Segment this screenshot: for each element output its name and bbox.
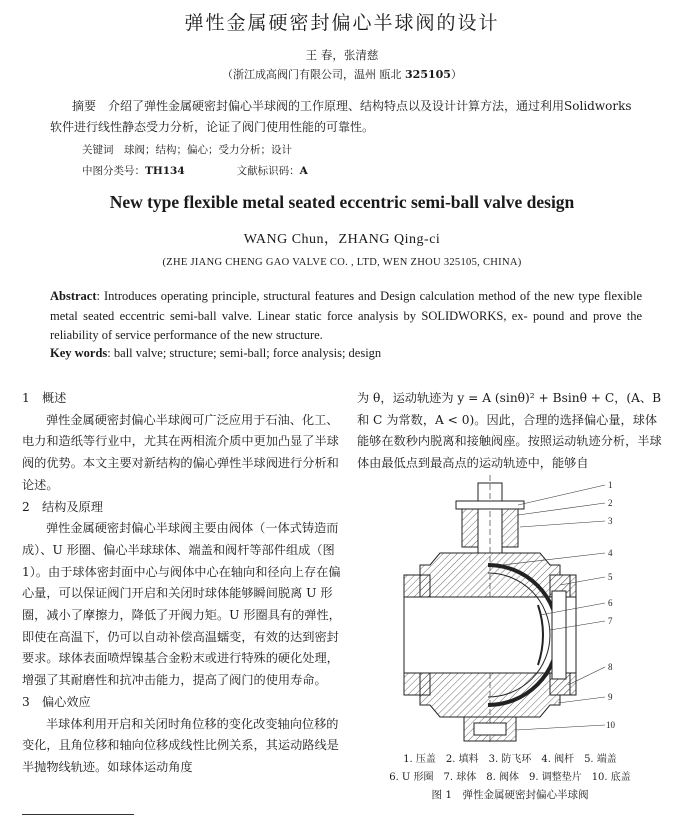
paper-title-en: New type flexible metal seated eccentric semi-ball valve design (109, 192, 575, 212)
keywords-en-label: Key words (50, 346, 108, 360)
affiliation-cn-zip: 325105 (405, 68, 451, 81)
affiliation-cn (0, 66, 684, 82)
right-paragraph: 为 θ，运动轨迹为 y = A (sinθ)² + Bsinθ + C，(A、B 和 C 为常数，A < 0)。因此，合理的选择偏心量，球体能够在数秒内脱离和接触阀座。按照运动轨迹分析，半球体由最低点到最高点的运动轨迹中，能够自 (357, 391, 662, 471)
authors-cn: 王 春，张清慈 (305, 48, 379, 62)
figure-legend-line-1: 1. 压盖 2. 填料 3. 防飞环 4. 阀杆 5. 端盖 (403, 754, 617, 765)
callout-9: 9 (608, 692, 613, 702)
abstract-en (50, 287, 642, 346)
affiliation-cn-post: ） (450, 68, 462, 81)
abstract-cn-label: 摘要 (72, 99, 97, 113)
callout-4: 4 (608, 548, 613, 558)
doc-value: A (299, 165, 308, 177)
abstract-cn-text: 介绍了弹性金属硬密封偏心半球阀的工作原理、结构特点以及设计计算方法，通过利用Solidworks 软件进行线性静态受力分析，论证了阀门使用性能的可靠性。 (50, 99, 632, 134)
class-value: TH134 (145, 165, 185, 177)
valve-cross-section-figure (400, 455, 650, 755)
callout-10: 10 (606, 720, 615, 730)
callout-3: 3 (608, 516, 613, 526)
section-1-paragraph: 弹性金属硬密封偏心半球阀可广泛应用于石油、化工、电力和造纸等行业中，尤其在两相流介质中更加凸显了半球阀的优势。本文主要对新结构的偏心弹性半球阀进行分析和论述。 (22, 412, 339, 492)
callout-1: 1 (608, 480, 613, 490)
section-2-paragraph: 弹性金属硬密封偏心半球阀主要由阀体（一体式铸造而成）、U 形圈、偏心半球球体、端盖和阀杆等部件组成（图 1）。由于球体密封面中心与阀体中心在轴向和径向上存在偏心量，可以保证阀门开启和关闭时球体能够瞬间脱离 U 形圈，减小了摩擦力，降低了开阀力矩。U 形圈具有的弹性，即使在高温下，仍可以自动补偿高温蠕变，有效的达到密封要求。球体表面喷焊镍基合金粉末或进行特殊的硬化处理，增强了其耐磨性和抗冲击能力，提高了阀门的使用寿命。 (22, 521, 341, 688)
abstract-cn (50, 96, 644, 138)
affiliation-cn-pre: （浙江成高阀门有限公司，温州 瓯北 (222, 68, 406, 81)
body-left-column (22, 388, 342, 779)
keywords-en-text: : ball valve; structure; semi-ball; force analysis; design (107, 346, 382, 360)
section-1-heading: 1 概述 (22, 391, 67, 405)
figure-legend-line-2: 6. U 形圈 7. 球体 8. 阀体 9. 调整垫片 10. 底盖 (389, 772, 631, 783)
figure-caption: 图 1 弹性金属硬密封偏心半球阀 (431, 789, 589, 801)
section-3-heading: 3 偏心效应 (22, 694, 91, 709)
class-label: 中图分类号： (82, 165, 145, 177)
paper-title-cn: 弹性金属硬密封偏心半球阀的设计 (184, 12, 500, 34)
affiliation-en: (ZHE JIANG CHENG GAO VALVE CO. , LTD, WEN ZHOU 325105, CHINA) (162, 257, 522, 268)
abstract-en-label: Abstract (50, 289, 97, 303)
callout-6: 6 (608, 598, 613, 608)
authors-en: WANG Chun，ZHANG Qing-ci (243, 232, 441, 247)
callout-2: 2 (608, 498, 613, 508)
section-3-paragraph: 半球体利用开启和关闭时角位移的变化改变轴向位移的变化，且角位移和轴向位移成线性比例关系，其运动路线是半抛物线轨迹。如球体运动角度 (22, 716, 339, 774)
keywords-cn: 关键词 球阀；结构；偏心；受力分析；设计 (82, 144, 292, 156)
footnote-rule (22, 814, 134, 815)
callout-5: 5 (608, 572, 613, 582)
callout-7: 7 (608, 616, 613, 626)
doc-label: 文献标识码： (236, 165, 300, 177)
callout-8: 8 (608, 662, 613, 672)
section-2-heading: 2 结构及原理 (22, 499, 103, 514)
keywords-en (50, 346, 381, 361)
abstract-en-text: : Introduces operating principle, structural features and Design calculation method of the new type flexible metal seated eccentric semi-ball valve. Linear static force analysis by SOLIDWORKS, ex- pound and prove the reliability of service performance of the new structure. (50, 289, 642, 342)
classification-cn (82, 163, 308, 178)
